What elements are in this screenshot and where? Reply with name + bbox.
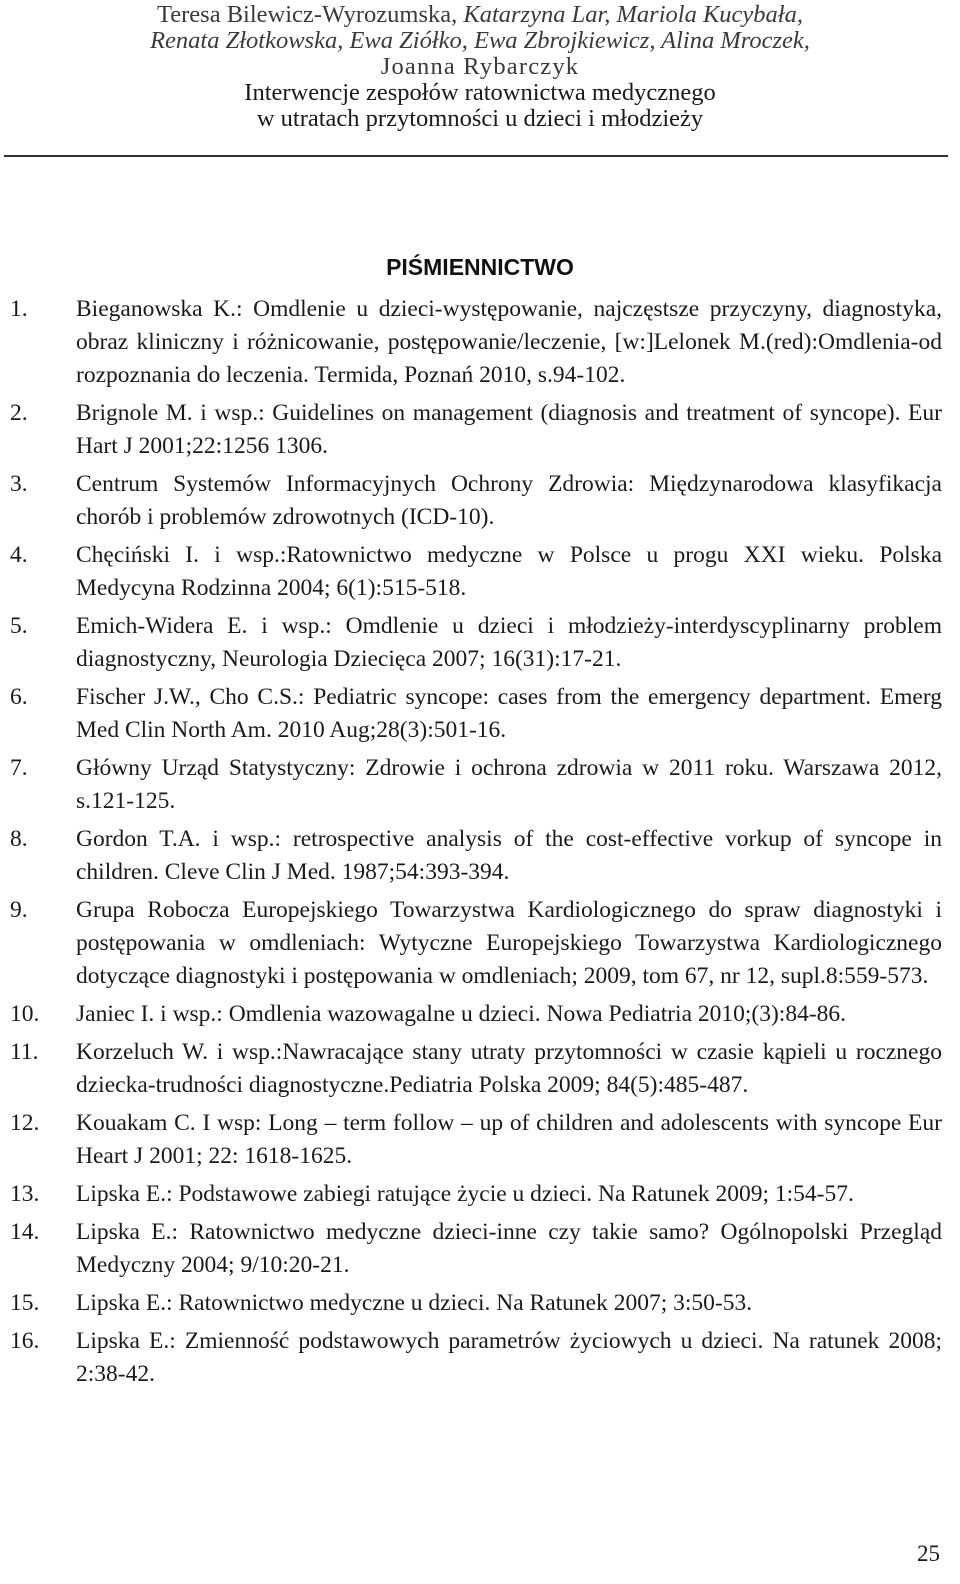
reference-item	[10, 998, 942, 1031]
reference-text: Grupa Robocza Europejskiego Towarzystwa Kardiologicznego do spraw diagnostyki i postępowania w omdleniach: Wytyczne Europejskiego Towarzystwa Kardiologicznego dotyczące diagnostyki i postępowania w omdleniach; 2009, tom 67, nr 12, supl.8:559-573.	[76, 897, 942, 989]
reference-text: Gordon T.A. i wsp.: retrospective analysis of the cost-effective vorkup of syncope in children. Cleve Clin J Med. 1987;54:393-394.	[76, 826, 942, 885]
reference-text: Emich-Widera E. i wsp.: Omdlenie u dzieci i młodzieży-interdyscyplinarny problem diagnostyczny, Neurologia Dziecięca 2007; 16(31):17-21.	[76, 613, 942, 672]
reference-item	[10, 894, 942, 993]
reference-number: 9.	[10, 897, 28, 923]
reference-item	[10, 1287, 942, 1320]
reference-text: Chęciński I. i wsp.:Ratownictwo medyczne w Polsce u progu XXI wieku. Polska Medycyna Rodzinna 2004; 6(1):515-518.	[76, 542, 942, 601]
reference-number: 10.	[10, 1001, 40, 1027]
reference-item	[10, 1216, 942, 1282]
page-number: 25	[917, 1541, 940, 1566]
section-title: PIŚMIENNICTWO	[386, 254, 574, 280]
reference-number: 3.	[10, 471, 28, 497]
article-header	[0, 0, 960, 132]
reference-text: Brignole M. i wsp.: Guidelines on management (diagnosis and treatment of syncope). Eur Hart J 2001;22:1256 1306.	[76, 400, 942, 459]
reference-item	[10, 1178, 942, 1211]
reference-text: Lipska E.: Ratownictwo medyczne dzieci-inne czy takie samo? Ogólnopolski Przegląd Medyczny 2004; 9/10:20-21.	[76, 1219, 942, 1278]
reference-text: Główny Urząd Statystyczny: Zdrowie i ochrona zdrowia w 2011 roku. Warszawa 2012, s.121-125.	[76, 755, 942, 814]
reference-text: Kouakam C. I wsp: Long – term follow – up of children and adolescents with syncope Eur Heart J 2001; 22: 1618-1625.	[76, 1110, 942, 1169]
reference-text: Lipska E.: Zmienność podstawowych parametrów życiowych u dzieci. Na ratunek 2008; 2:38-42.	[76, 1328, 942, 1387]
reference-number: 13.	[10, 1181, 40, 1207]
reference-number: 15.	[10, 1290, 40, 1316]
reference-text: Lipska E.: Ratownictwo medyczne u dzieci. Na Ratunek 2007; 3:50-53.	[76, 1290, 753, 1316]
reference-text: Janiec I. i wsp.: Omdlenia wazowagalne u dzieci. Nowa Pediatria 2010;(3):84-86.	[76, 1001, 847, 1027]
reference-number: 14.	[10, 1219, 40, 1245]
reference-number: 16.	[10, 1328, 40, 1354]
authors-line-1	[0, 2, 960, 28]
reference-number: 2.	[10, 400, 28, 426]
reference-number: 6.	[10, 684, 28, 710]
header-divider	[4, 155, 948, 157]
reference-text: Korzeluch W. i wsp.:Nawracające stany utraty przytomności w czasie kąpieli u rocznego dziecka-trudności diagnostyczne.Pediatria Polska 2009; 84(5):485-487.	[76, 1039, 942, 1098]
reference-item	[10, 293, 942, 392]
reference-number: 4.	[10, 542, 28, 568]
article-title-line-1: Interwencje zespołów ratownictwa medycznego	[244, 79, 716, 106]
reference-item	[10, 752, 942, 818]
reference-number: 5.	[10, 613, 28, 639]
reference-item	[10, 681, 942, 747]
reference-number: 11.	[10, 1039, 39, 1065]
authors-line-1-regular: Teresa Bilewicz-Wyrozumska,	[157, 1, 464, 28]
reference-item	[10, 1036, 942, 1102]
reference-item	[10, 1325, 942, 1391]
authors-line-3: Joanna Rybarczyk	[380, 53, 580, 80]
reference-item	[10, 397, 942, 463]
reference-number: 1.	[10, 296, 28, 322]
article-title-line-2: w utratach przytomności u dzieci i młodzieży	[256, 105, 704, 132]
reference-number: 12.	[10, 1110, 40, 1136]
reference-text: Lipska E.: Podstawowe zabiegi ratujące życie u dzieci. Na Ratunek 2009; 1:54-57.	[76, 1181, 854, 1207]
reference-item	[10, 468, 942, 534]
reference-list	[10, 293, 942, 1391]
authors-line-1-italic: Katarzyna Lar, Mariola Kucybała,	[463, 1, 803, 28]
reference-item	[10, 539, 942, 605]
reference-text: Centrum Systemów Informacyjnych Ochrony Zdrowia: Międzynarodowa klasyfikacja chorób i problemów zdrowotnych (ICD-10).	[76, 471, 942, 530]
reference-item	[10, 610, 942, 676]
reference-item	[10, 1107, 942, 1173]
reference-text: Bieganowska K.: Omdlenie u dzieci-występowanie, najczęstsze przyczyny, diagnostyka, obraz kliniczny i różnicowanie, postępowanie/leczenie, [w:]Lelonek M.(red):Omdlenia-od rozpoznania do leczenia. Termida, Poznań 2010, s.94-102.	[76, 296, 942, 388]
reference-text: Fischer J.W., Cho C.S.: Pediatric syncope: cases from the emergency department. Emerg Med Clin North Am. 2010 Aug;28(3):501-16.	[76, 684, 942, 743]
reference-item	[10, 823, 942, 889]
authors-line-2: Renata Złotkowska, Ewa Ziółko, Ewa Zbrojkiewicz, Alina Mroczek,	[150, 27, 810, 54]
reference-number: 8.	[10, 826, 28, 852]
reference-number: 7.	[10, 755, 28, 781]
